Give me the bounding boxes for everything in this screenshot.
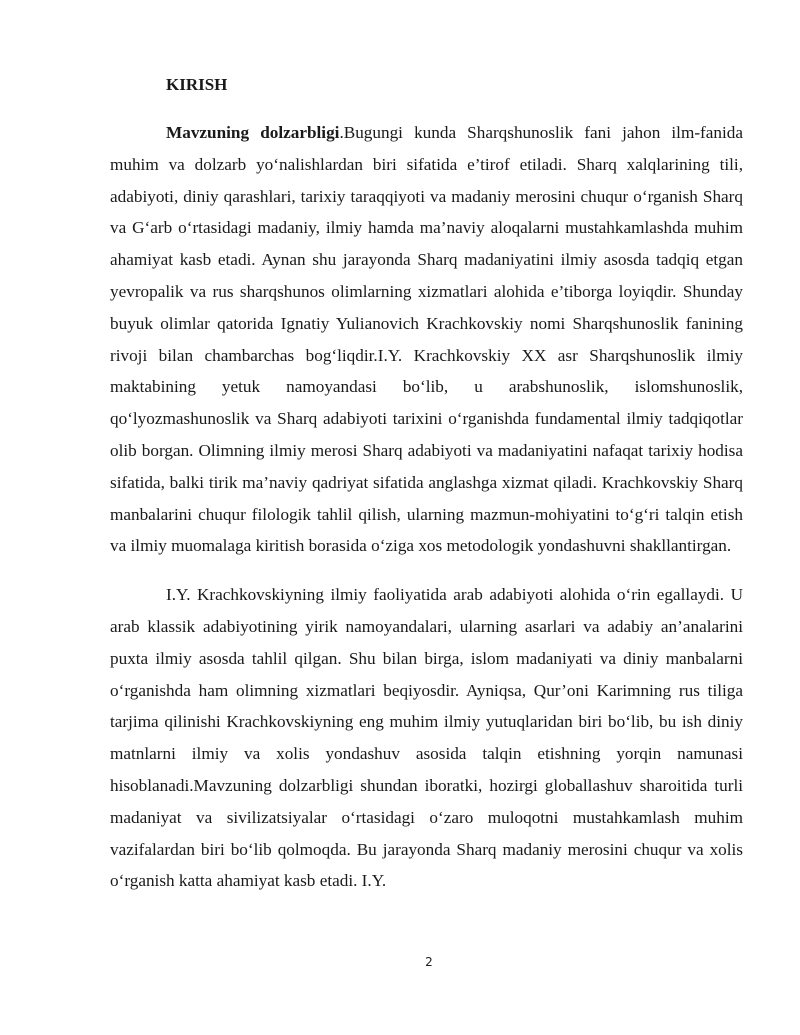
section-heading: KIRISH [166,75,228,94]
paragraph-lead: Mavzuning dolzarbligi [166,123,340,142]
body-text [110,117,743,897]
paragraph-arabic-literature [110,579,743,897]
paragraph-text: I.Y. Krachkovskiyning ilmiy faoliyatida arab adabiyoti alohida o‘rin egallaydi. U arab klassik adabiyotining yirik namoyandalari, ularning asarlari va adabiy an’analarini puxta ilmiy asosda tahlil qilgan. Shu bilan birga, islom madaniyati va diniy manbalarni o‘rganishda ham olimning xizmatlari beqiyosdir. Ayniqsa, Qur’oni Karimning rus tiliga tarjima qilinishi Krachkovskiyning eng muhim ilmiy yutuqlaridan biri bo‘lib, bu ish diniy matnlarni ilmiy va xolis yondashuv asosida talqin etishning yorqin namunasi hisoblanadi.Mavzuning dolzarbligi shundan iboratki, hozirgi globallashuv sharoitida turli madaniyat va sivilizatsiyalar o‘rtasidagi o‘zaro muloqotni mustahkamlash muhim vazifalardan biri bo‘lib qolmoqda. Bu jarayonda Sharq madaniy merosini chuqur va xolis o‘rganish katta ahamiyat kasb etadi. I.Y. [110,585,743,891]
paragraph-text: .Bugungi kunda Sharqshunoslik fani jahon ilm-fanida muhim va dolzarb yo‘nalishlardan biri sifatida e’tirof etiladi. Sharq xalqlarining tili, adabiyoti, diniy qarashlari, tarixiy taraqqiyoti va madaniy merosini chuqur o‘rganish Sharq va G‘arb o‘rtasidagi madaniy, ilmiy hamda ma’naviy aloqalarni mustahkamlashda muhim ahamiyat kasb etadi. Aynan shu jarayonda Sharq madaniyatini ilmiy asosda tadqiq etgan yevropalik va rus sharqshunos olimlarning xizmatlari alohida e’tiborga loyiqdir. Shunday buyuk olimlar qatorida Ignatiy Yulianovich Krachkovskiy nomi Sharqshunoslik fanining rivoji bilan chambarchas bog‘liqdir.I.Y. Krachkovskiy XX asr Sharqshunoslik ilmiy maktabining yetuk namoyandasi bo‘lib, u arabshunoslik, islomshunoslik, qo‘lyozmashunoslik va Sharq adabiyoti tarixini o‘rganishda fundamental ilmiy tadqiqotlar olib borgan. Olimning ilmiy merosi Sharq adabiyoti va madaniyatini nafaqat tarixiy hodisa sifatida, balki tirik ma’naviy qadriyat sifatida anglashga xizmat qiladi. Krachkovskiy Sharq manbalarini chuqur filologik tahlil qilish, ularning mazmun-mohiyatini to‘g‘ri talqin etish va ilmiy muomalaga kiritish borasida o‘ziga xos metodologik yondashuvni shakllantirgan. [110,123,743,556]
paragraph-relevance [110,117,743,562]
page-number: 2 [425,955,433,969]
